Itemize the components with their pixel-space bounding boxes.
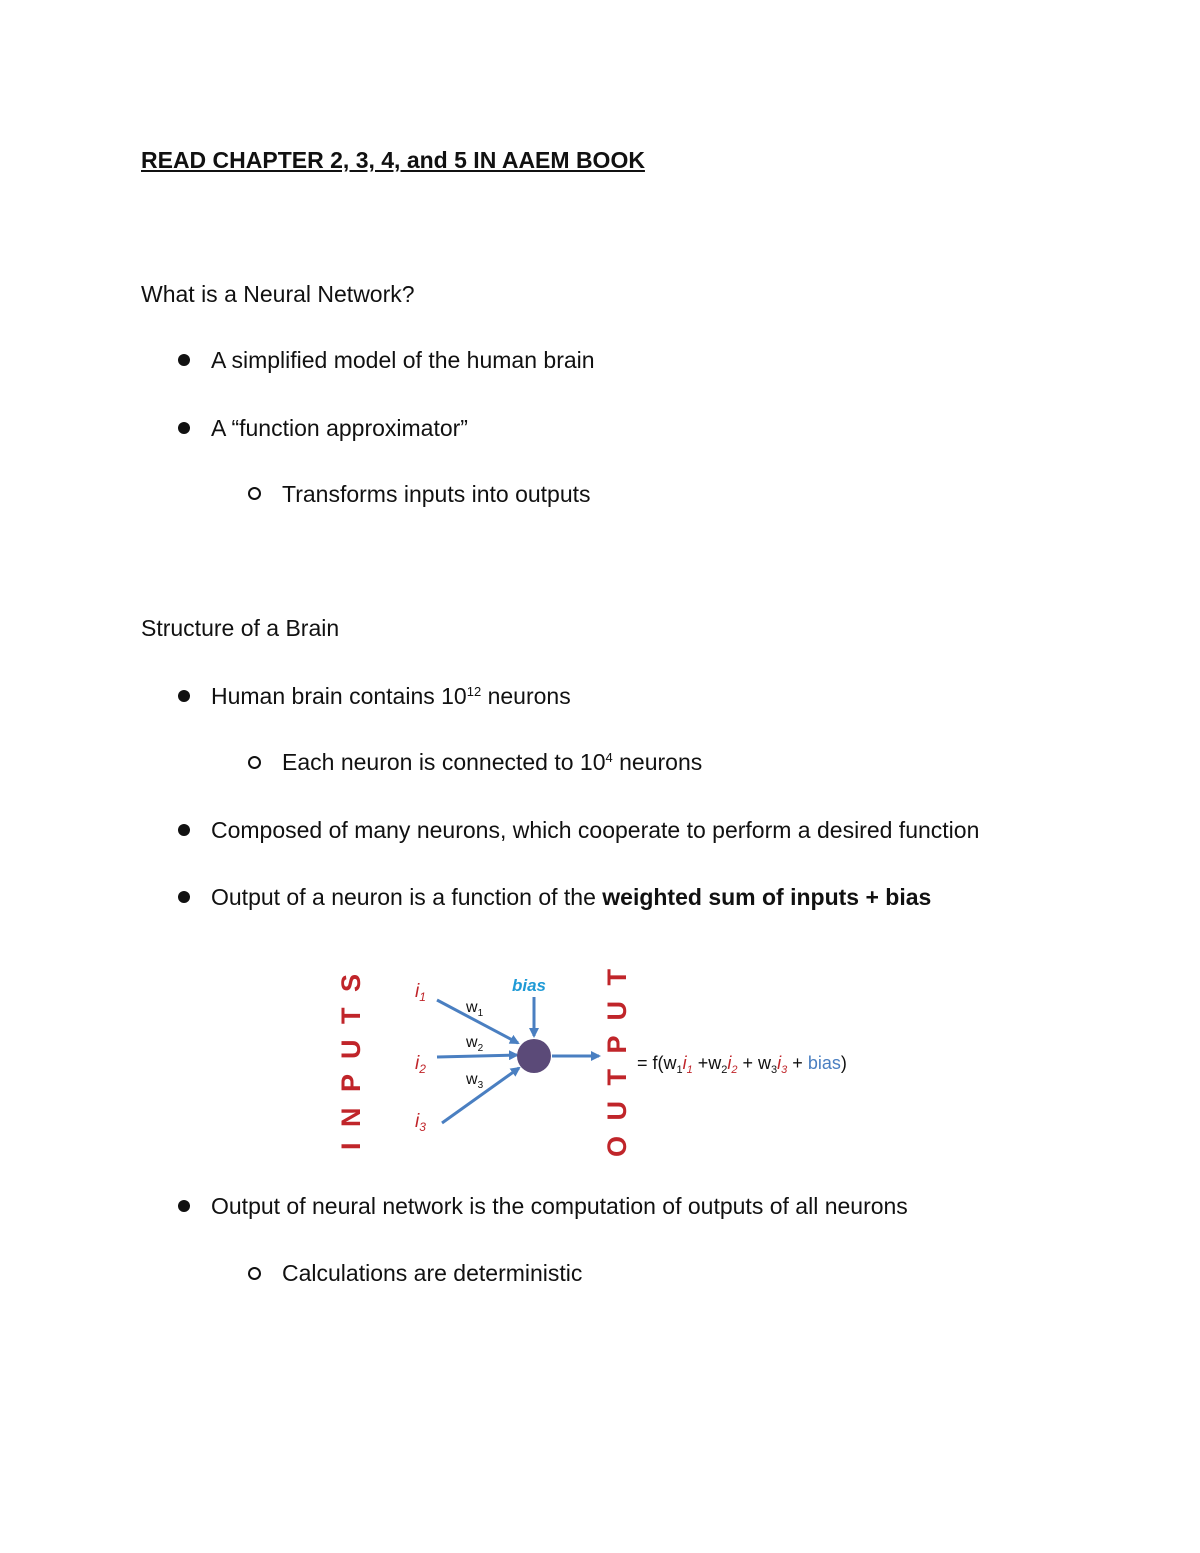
- weight-label-1: $w_1$: [466, 999, 484, 1019]
- output-formula: = $f(w_1i_1 +w_2i_2 + w_3i_3$ + bias): [637, 1053, 847, 1076]
- sub-bullet-circle: [248, 756, 261, 769]
- section-title-brain-structure: Structure of a Brain: [141, 615, 340, 641]
- bullet-function-approximator: A “function approximator”: [211, 415, 468, 441]
- input-label-2: $i_2$: [415, 1053, 426, 1076]
- bullet-dot: [178, 1200, 190, 1212]
- neuron-diagram: [330, 955, 890, 1165]
- sub-bullet-circle: [248, 1267, 261, 1280]
- page-header: READ CHAPTER 2, 3, 4, and 5 IN AAEM BOOK: [141, 147, 645, 173]
- weight-label-2: $w_2$: [466, 1034, 484, 1054]
- bullet-dot: [178, 891, 190, 903]
- input-label-3: $i_3$: [415, 1111, 426, 1134]
- bullet-simplified-model: A simplified model of the human brain: [211, 347, 595, 373]
- bullet-dot: [178, 354, 190, 366]
- bullet-output-network: Output of neural network is the computation of outputs of all neurons: [211, 1193, 908, 1219]
- inputs-label: I N P U T S: [336, 969, 366, 1150]
- bullet-output-neuron: Output of a neuron is a function of the weighted sum of inputs + bias: [211, 884, 932, 910]
- input-arrow-3: [442, 1068, 519, 1123]
- neuron-node: [517, 1039, 551, 1073]
- bullet-composed: Composed of many neurons, which cooperate to perform a desired function: [211, 817, 980, 843]
- sub-bullet-connections: Each neuron is connected to $10^4$ neurons: [282, 749, 703, 775]
- bias-label: bias: [512, 976, 547, 995]
- bullet-human-brain: Human brain contains $10^{12}$ neurons: [211, 683, 571, 709]
- sub-bullet-circle: [248, 487, 261, 500]
- bullet-dot: [178, 690, 190, 702]
- bullet-dot: [178, 422, 190, 434]
- bullet-dot: [178, 824, 190, 836]
- sub-bullet-transforms: Transforms inputs into outputs: [282, 481, 591, 507]
- weight-label-3: $w_3$: [466, 1071, 484, 1091]
- sub-bullet-deterministic: Calculations are deterministic: [282, 1260, 583, 1286]
- input-arrow-2: [437, 1055, 517, 1057]
- input-label-1: $i_1$: [415, 981, 426, 1004]
- output-label: O U T P U T: [602, 964, 632, 1157]
- section-title-neural-network: What is a Neural Network?: [141, 281, 415, 307]
